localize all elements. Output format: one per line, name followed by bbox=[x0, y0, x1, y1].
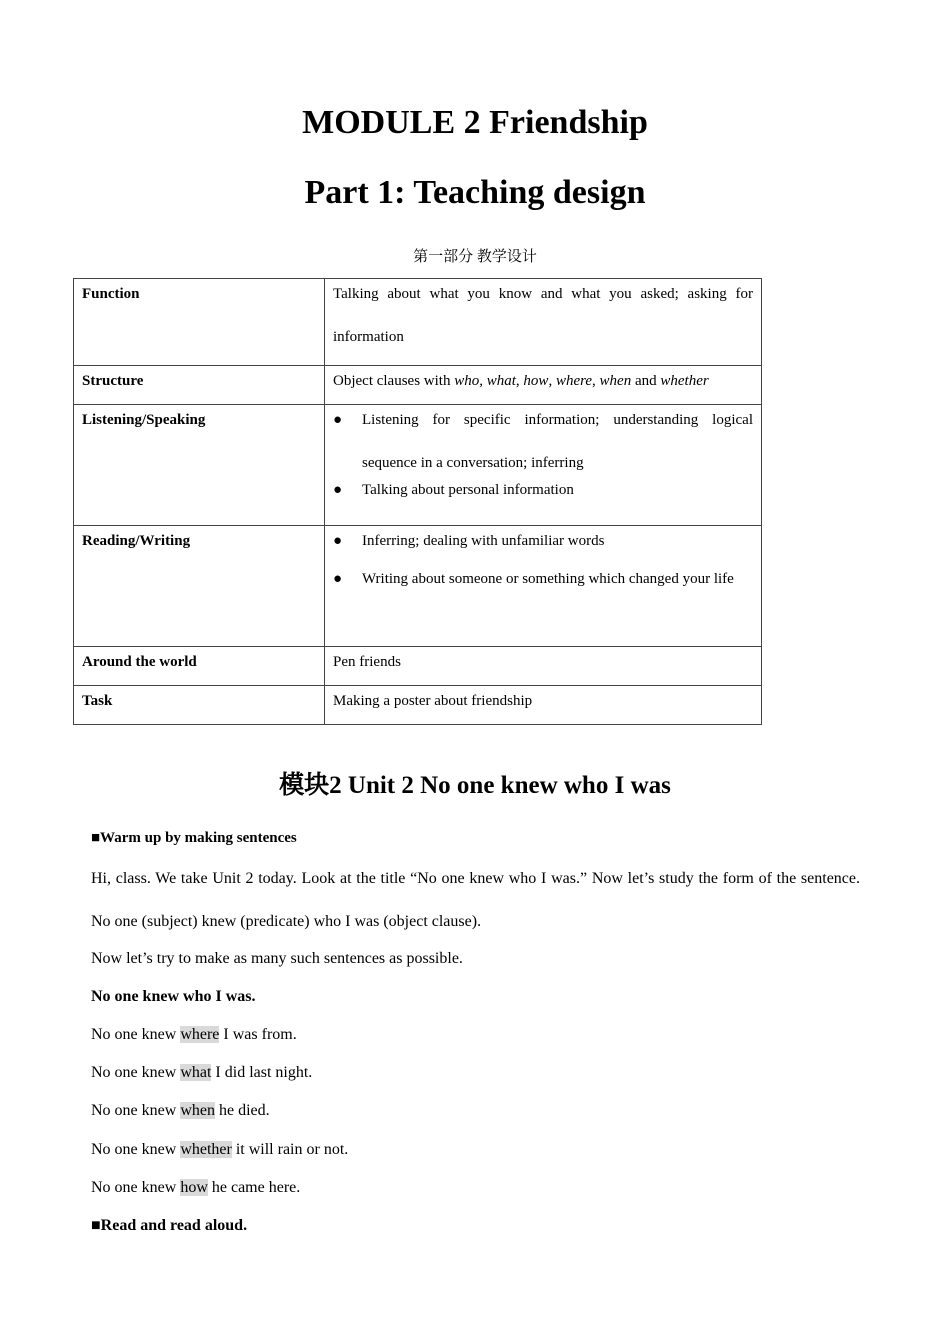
bullet-item bbox=[333, 558, 753, 601]
row-value bbox=[325, 526, 762, 647]
sentence-end: I did last night. bbox=[211, 1064, 313, 1081]
row-key: Structure bbox=[74, 366, 325, 405]
table-row bbox=[74, 647, 762, 686]
structure-word: what bbox=[486, 373, 516, 389]
sentence-end: he came here. bbox=[207, 1179, 301, 1196]
bullet-text: Talking about personal information bbox=[362, 482, 574, 498]
bullet-icon: ● bbox=[333, 571, 343, 587]
bullet-item bbox=[333, 530, 753, 552]
example-line bbox=[91, 1026, 860, 1044]
example-line bbox=[91, 1141, 860, 1159]
warmup-instruction: Now let’s try to make as many such sentences as possible. bbox=[91, 950, 463, 967]
sentence-end: he died. bbox=[214, 1102, 270, 1119]
structure-and: and bbox=[631, 373, 661, 389]
sentence-start: No one knew bbox=[91, 1179, 181, 1196]
structure-word: when bbox=[599, 373, 632, 389]
structure-word: whether bbox=[660, 373, 709, 389]
table-row bbox=[74, 526, 762, 647]
table-row bbox=[74, 405, 762, 526]
bullet-icon: ● bbox=[333, 533, 343, 549]
bullet-icon: ● bbox=[333, 412, 343, 428]
function-text: Talking about what you know and what you asked; asking for information bbox=[333, 286, 753, 345]
structure-word: where bbox=[555, 373, 593, 389]
example-line bbox=[91, 1179, 860, 1197]
document-title: MODULE 2 Friendship bbox=[302, 104, 648, 141]
sentence-start: No one knew bbox=[91, 1026, 181, 1043]
row-value: Object clauses with who, what, how, where, when and whether bbox=[325, 366, 762, 405]
sentence-start: No one knew bbox=[91, 1102, 181, 1119]
structure-word: who bbox=[454, 373, 480, 389]
row-key: Reading/Writing bbox=[74, 526, 325, 647]
row-key: Function bbox=[74, 279, 325, 366]
highlighted-word: whether bbox=[180, 1141, 232, 1158]
table-row bbox=[74, 686, 762, 725]
example-sentence: No one knew who I was. bbox=[91, 988, 256, 1005]
bullet-icon: ● bbox=[333, 482, 343, 498]
chinese-subtitle: 第一部分 教学设计 bbox=[413, 249, 537, 265]
structure-word: how bbox=[523, 373, 549, 389]
row-key: Around the world bbox=[74, 647, 325, 686]
structure-prefix: Object clauses with bbox=[333, 373, 455, 389]
highlighted-word: how bbox=[180, 1179, 208, 1196]
bullet-text: Writing about someone or something which changed your life bbox=[362, 571, 734, 587]
document-subtitle: Part 1: Teaching design bbox=[304, 174, 646, 211]
table-row bbox=[74, 279, 762, 366]
row-key: Task bbox=[74, 686, 325, 725]
warmup-heading: ■Warm up by making sentences bbox=[91, 830, 297, 846]
bullet-item bbox=[333, 479, 753, 501]
example-line bbox=[91, 1102, 860, 1120]
bullet-item bbox=[333, 399, 753, 485]
teaching-design-table bbox=[73, 278, 762, 725]
row-key: Listening/Speaking bbox=[74, 405, 325, 526]
row-value: Pen friends bbox=[325, 647, 762, 686]
sentence-end: it will rain or not. bbox=[231, 1141, 349, 1158]
unit-title: 模块2 Unit 2 No one knew who I was bbox=[279, 772, 671, 799]
row-value bbox=[325, 279, 762, 366]
bullet-text: Listening for specific information; understanding logical sequence in a conversation; inferring bbox=[362, 412, 753, 471]
read-aloud-heading: ■Read and read aloud. bbox=[91, 1217, 248, 1234]
sentence-end: I was from. bbox=[219, 1026, 297, 1043]
bullet-text: Inferring; dealing with unfamiliar words bbox=[362, 533, 605, 549]
row-value: Making a poster about friendship bbox=[325, 686, 762, 725]
highlighted-word: what bbox=[180, 1064, 212, 1081]
warmup-paragraph: Hi, class. We take Unit 2 today. Look at the title “No one knew who I was.” Now let’s study the form of the sentence. No one (subject) knew (predicate) who I was (object clause). bbox=[91, 870, 860, 930]
row-value bbox=[325, 405, 762, 526]
sentence-start: No one knew bbox=[91, 1141, 181, 1158]
example-line bbox=[91, 1064, 860, 1082]
sentence-start: No one knew bbox=[91, 1064, 181, 1081]
highlighted-word: where bbox=[180, 1026, 220, 1043]
highlighted-word: when bbox=[180, 1102, 215, 1119]
